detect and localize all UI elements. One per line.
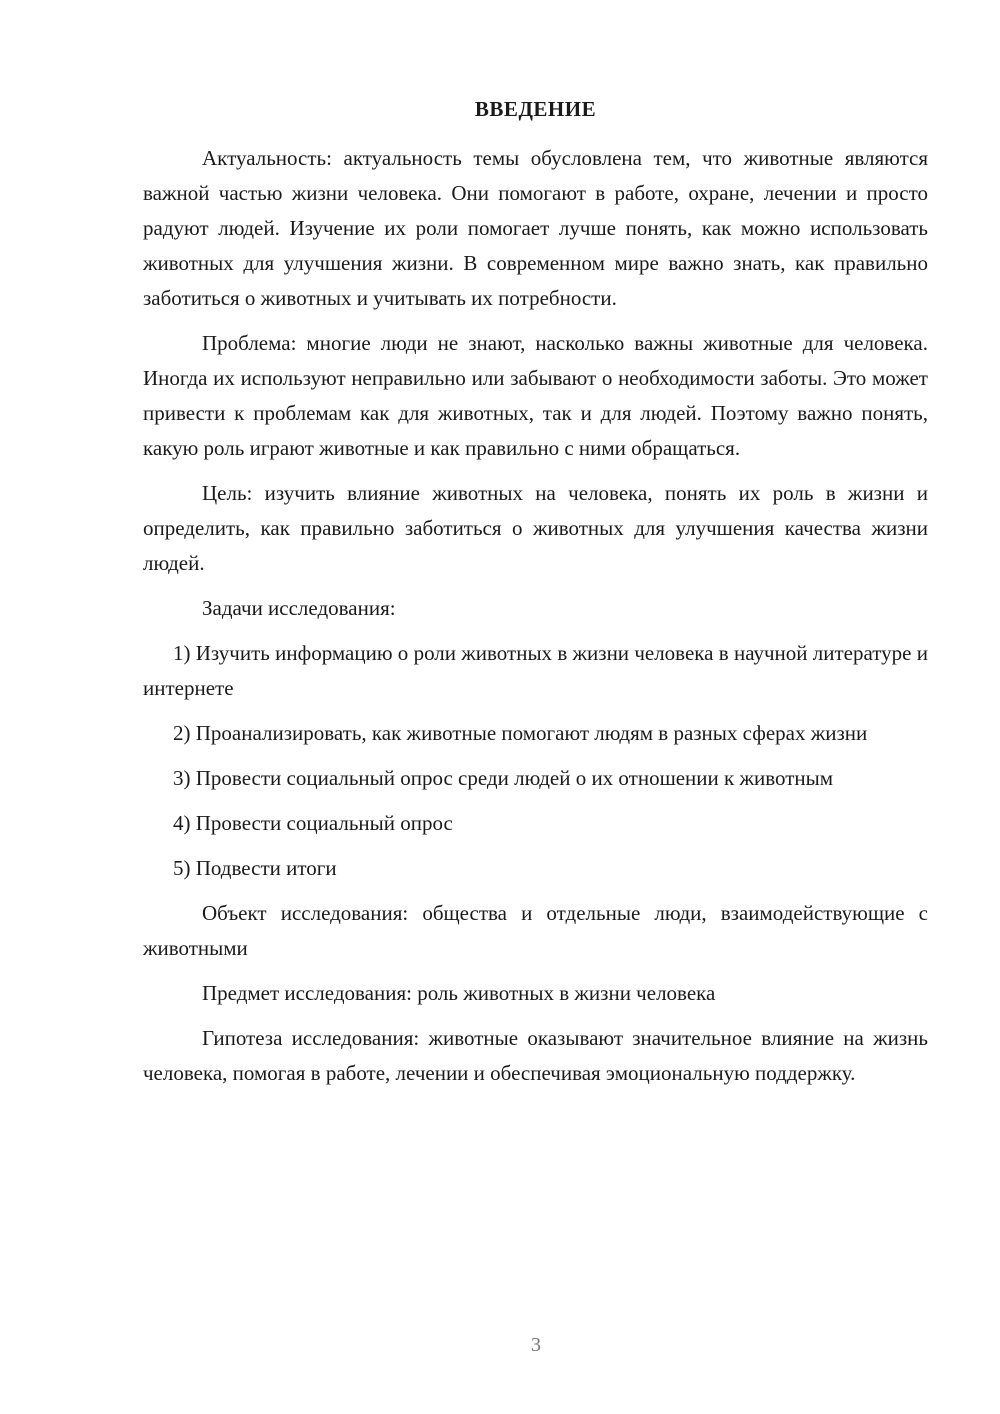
document-page (143, 94, 928, 1101)
problem-paragraph: Проблема: многие люди не знают, насколько важны животные для человека. Иногда их используют неправильно или забывают о необходимости заботы. Это может привести к проблемам как для животных, так и для людей. Поэтому важно понять, какую роль играют животные и как правильно с ними обращаться. (143, 331, 928, 460)
page-number: 3 (531, 1334, 541, 1356)
hypothesis-paragraph: Гипотеза исследования: животные оказывают значительное влияние на жизнь человека, помогая в работе, лечении и обеспечивая эмоциональную поддержку. (143, 1026, 928, 1085)
document-title: ВВЕДЕНИЕ (474, 97, 597, 121)
task-item: 4) Провести социальный опрос (173, 811, 453, 835)
task-item: 3) Провести социальный опрос среди людей о их отношении к животным (173, 766, 834, 790)
object-paragraph: Объект исследования: общества и отдельные люди, взаимодействующие с животными (143, 901, 928, 960)
task-item: 5) Подвести итоги (173, 856, 337, 880)
goal-paragraph: Цель: изучить влияние животных на человека, понять их роль в жизни и определить, как правильно заботиться о животных для улучшения качества жизни людей. (143, 481, 928, 575)
relevance-paragraph: Актуальность: актуальность темы обусловлена тем, что животные являются важной частью жизни человека. Они помогают в работе, охране, лечении и просто радуют людей. Изучение их роли помогает лучше понять, как можно использовать животных для улучшения жизни. В современном мире важно знать, как правильно заботиться о животных и учитывать их потребности. (143, 146, 928, 310)
task-item: 2) Проанализировать, как животные помогают людям в разных сферах жизни (173, 721, 868, 745)
tasks-list (143, 636, 928, 886)
task-item: 1) Изучить информацию о роли животных в жизни человека в научной литературе и интернете (143, 641, 928, 700)
tasks-label: Задачи исследования: (202, 596, 396, 620)
subject-paragraph: Предмет исследования: роль животных в жизни человека (202, 981, 716, 1005)
